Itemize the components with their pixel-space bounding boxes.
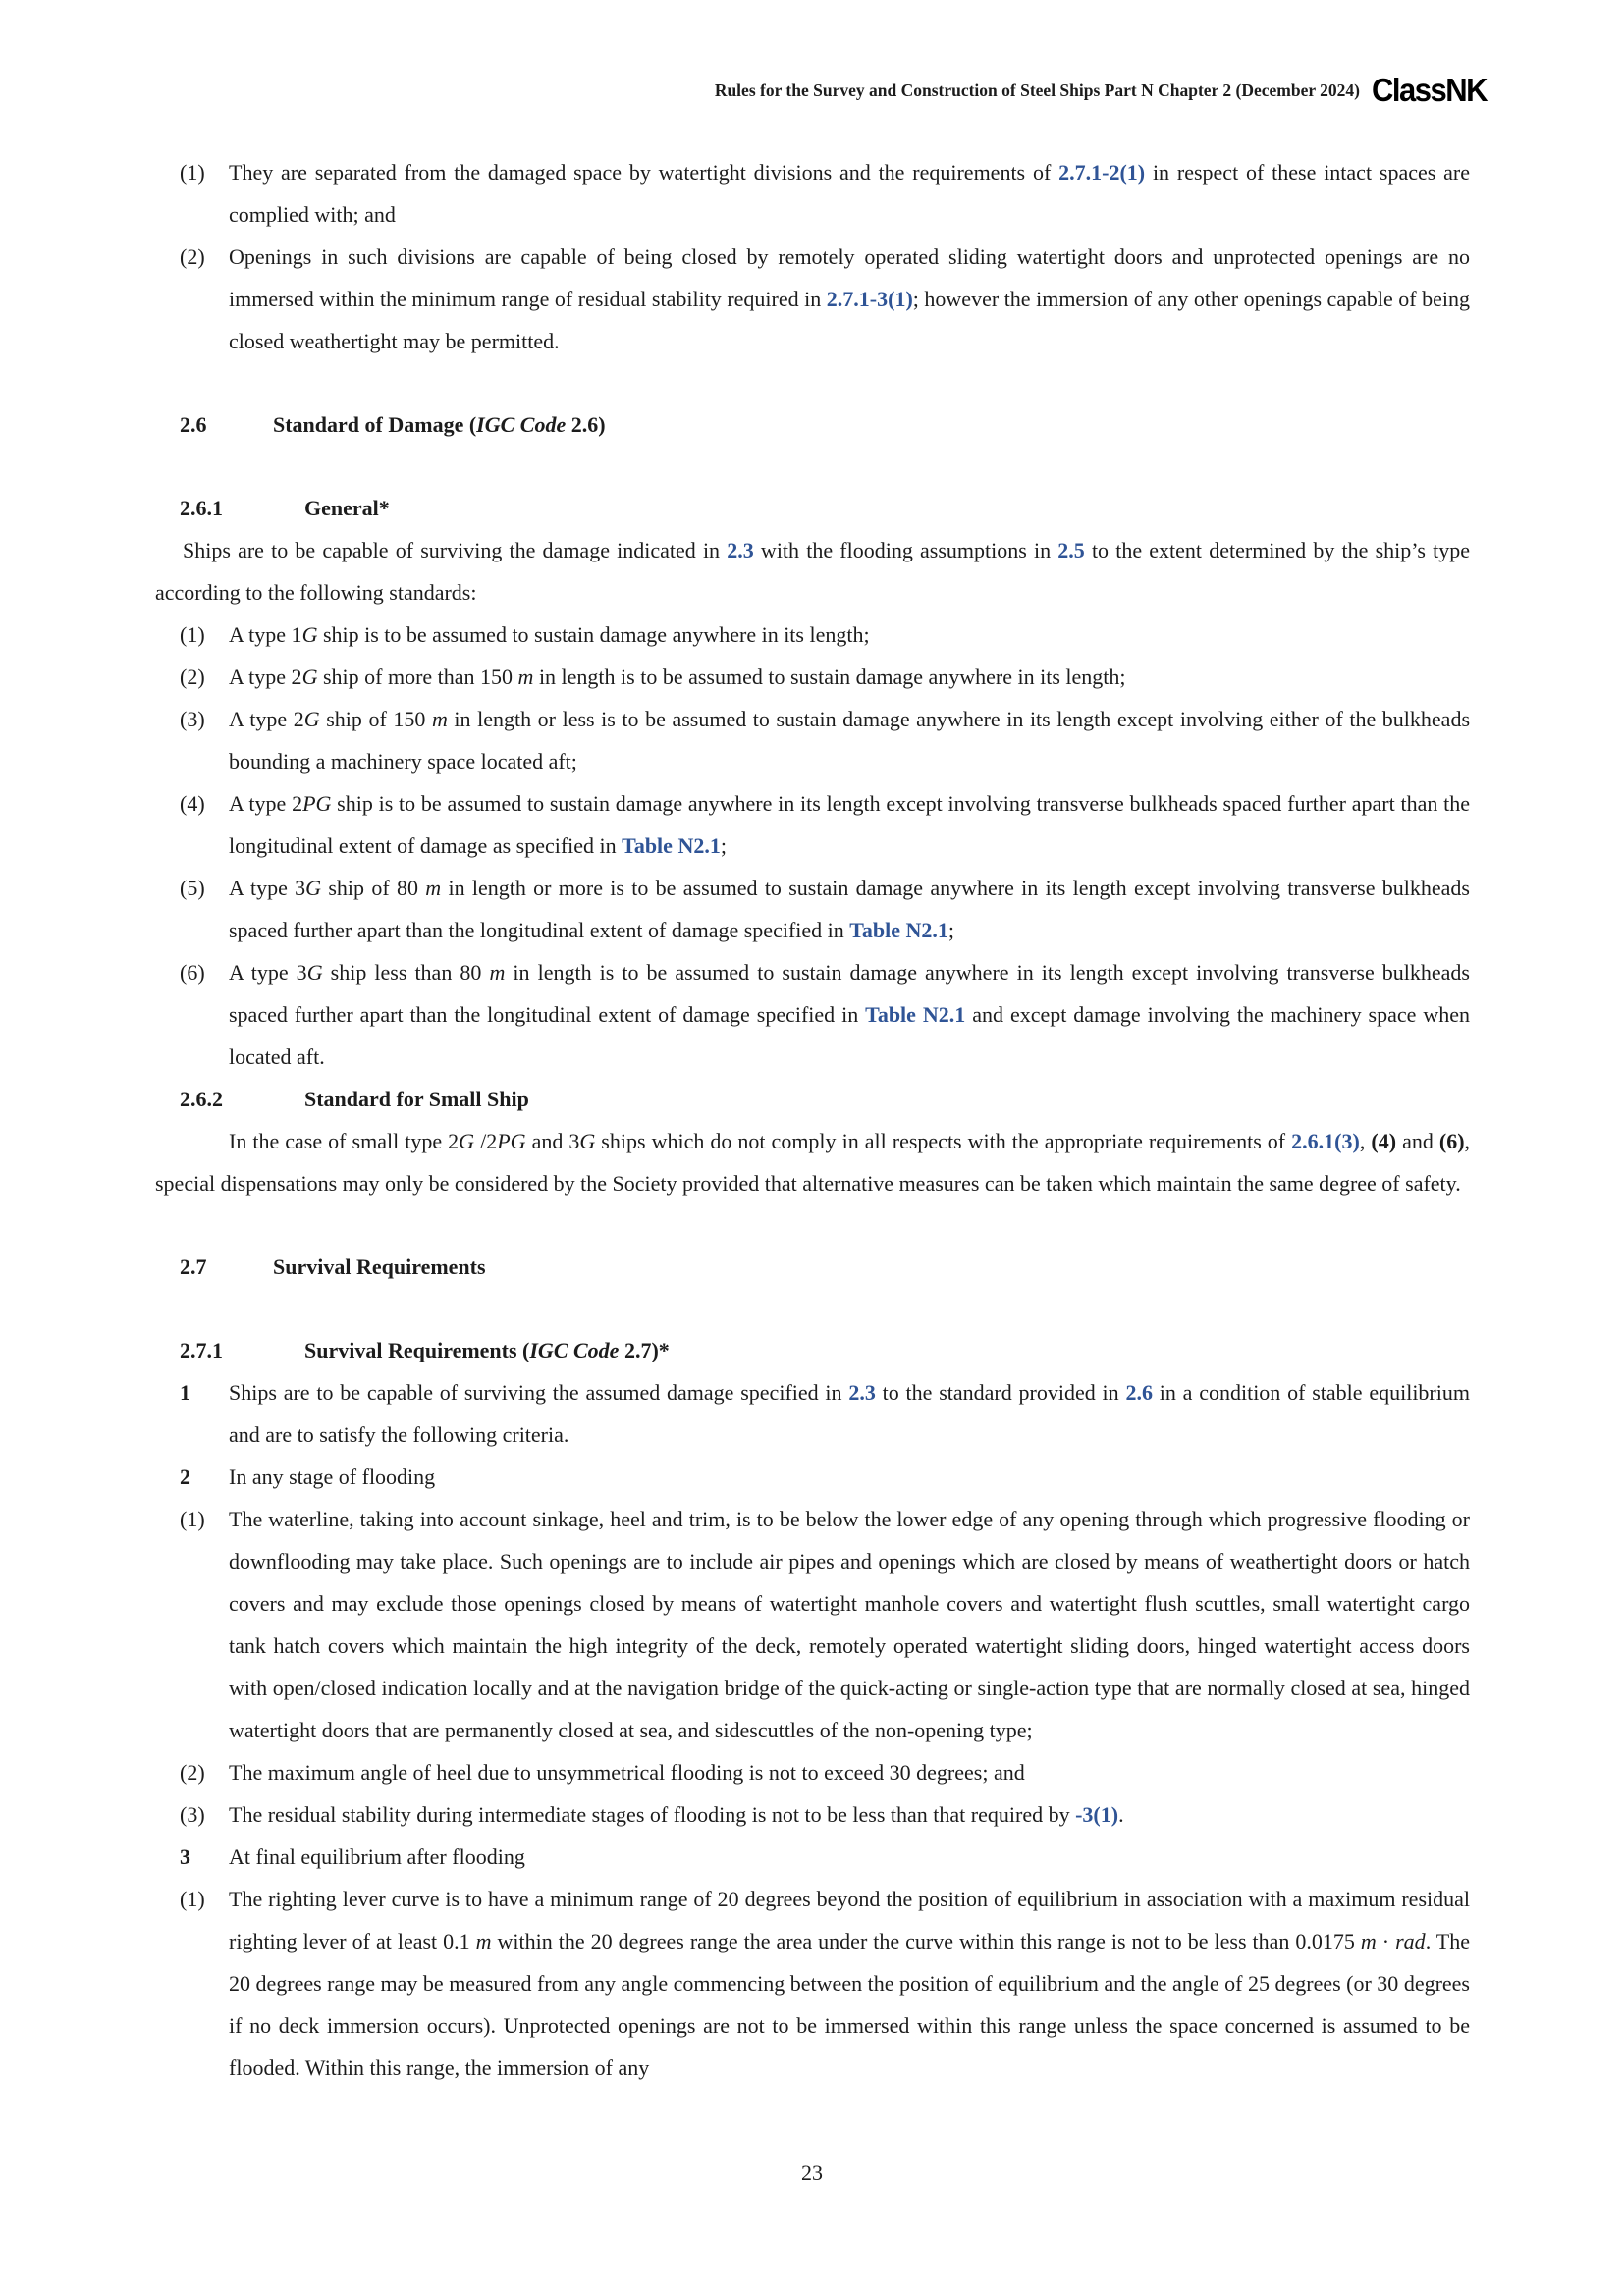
text-run: ship of more than 150 [317,665,518,689]
text-run: (4) [1371,1129,1397,1153]
text-run: The residual stability during intermediate stages of flooding is not to be less than that required by [229,1802,1076,1827]
cross-reference-link[interactable]: 2.6 [1125,1380,1153,1405]
text-run: /2 [474,1129,498,1153]
item-number: (2) [180,244,205,269]
text-run: The righting lever curve is to have a minimum range of 20 degrees beyond the position of equilibrium in association with a maximum residual righting lever of at least 0.1 [229,1887,1470,1953]
paragraph [155,1120,1470,1204]
item-number: 3 [180,1844,190,1869]
text-run: in a condition of stable equilibrium and are to satisfy the following criteria. [229,1380,1470,1447]
text-run: At final equilibrium after flooding [229,1844,525,1869]
text-run: A type 1 [229,622,302,647]
text-run: G [459,1129,475,1153]
list-item [155,614,1470,656]
cross-reference-link[interactable]: 2.3 [727,538,754,562]
text-run: to the extent determined by the ship’s type according to the following standards: [155,538,1470,605]
text-run: . [1118,1802,1124,1827]
text-run: ; [947,918,955,942]
text-run: 2.6) [566,412,606,437]
text-run: m [1360,1929,1377,1953]
section-heading [155,403,1470,446]
list-item [155,698,1470,782]
document-title: Rules for the Survey and Construction of Steel Ships Part N Chapter 2 (December 2024) [714,80,1360,100]
heading-number: 2.7 [180,1255,207,1279]
item-number: (1) [180,1507,205,1531]
text-run: m [431,707,448,731]
text-run: m [489,960,506,985]
list-item [155,951,1470,1078]
item-number: (2) [180,665,205,689]
text-run: in respect of these intact spaces are complied with; and [229,160,1470,227]
text-run: ship is to be assumed to sustain damage anywhere in its length; [317,622,870,647]
header [0,73,1487,108]
text-run: Ships are to be capable of surviving the assumed damage specified in [229,1380,849,1405]
item-number: (2) [180,1760,205,1785]
cross-reference-link[interactable]: 2.6.1(3) [1291,1129,1360,1153]
text-run: ; [720,833,727,858]
list-item [155,1751,1470,1793]
item-number: (3) [180,1802,205,1827]
item-number: (3) [180,707,205,731]
text-run: and [1396,1129,1439,1153]
text-run: and except damage involving the machinery space when located aft. [229,1002,1470,1069]
heading-number: 2.6.1 [180,496,223,520]
text-run: IGC Code [529,1338,620,1362]
text-run: G [301,665,318,689]
subsection-heading [155,1329,1470,1371]
page-number: 23 [801,2161,823,2185]
cross-reference-link[interactable]: -3(1) [1075,1802,1119,1827]
text-run: ship of 80 [321,876,426,900]
paragraph [155,529,1470,614]
item-number: (1) [180,622,205,647]
text-run: . The 20 degrees range may be measured from any angle commencing between the position of equilibrium and the angle of 25 degrees (or 30 degrees if no deck immersion occurs). Unprotected openings are not to be immersed within this range unless the space concerned is assumed to be flooded. Within this range, the immersion of any [229,1929,1470,2080]
subsection-heading [155,487,1470,529]
text-run: G [301,622,318,647]
text-run: with the flooding assumptions in [753,538,1058,562]
text-run: 2.7)* [619,1338,670,1362]
text-run: A type 2 [229,791,303,816]
text-run: A type 3 [229,876,306,900]
text-run: PG [497,1129,526,1153]
text-run: Openings in such divisions are capable of being closed by remotely operated sliding watertight doors and unprotected openings are no immersed within the minimum range of residual stability required in [229,244,1470,311]
text-run: A type 2 [229,665,302,689]
text-run: A type 3 [229,960,307,985]
text-run: (6) [1438,1129,1465,1153]
text-run: within the 20 degrees range the area under the curve within this range is not to be less than 0.0175 [491,1929,1361,1953]
list-item [155,1498,1470,1751]
item-number: (1) [180,160,205,185]
text-run: IGC Code [476,412,567,437]
numbered-paragraph [155,1371,1470,1456]
section-heading [155,1246,1470,1288]
text-run: in length or more is to be assumed to sustain damage anywhere in its length except involving transverse bulkheads spaced further apart than the longitudinal extent of damage specified in [229,876,1470,942]
document-body [155,151,1470,2089]
text-run: ; however the immersion of any other openings capable of being closed weathertight may be permitted. [229,287,1470,353]
text-run: in length or less is to be assumed to sustain damage anywhere in its length except involving either of the bulkheads bounding a machinery space located aft; [229,707,1471,774]
list-item [155,236,1470,362]
list-item [155,151,1470,236]
text-run: In the case of small type 2 [229,1129,460,1153]
page-footer [0,2161,1624,2186]
text-run: to the standard provided in [875,1380,1126,1405]
text-run: The waterline, taking into account sinkage, heel and trim, is to be below the lower edge of any opening through which progressive flooding or downflooding may take place. Such openings are to include air pipes and openings which are closed by means of weathertight doors or hatch covers and may exclude those openings closed by means of watertight manhole covers and watertight flush scuttles, small watertight cargo tank hatch covers which maintain the high integrity of the deck, remotely operated watertight sliding doors, hinged watertight access doors with open/closed indication locally and at the navigation bridge of the quick-acting or single-action type that are normally closed at sea, hinged watertight doors that are permanently closed at sea, and sidescuttles of the non-opening type; [229,1507,1470,1742]
numbered-paragraph [155,1456,1470,1498]
cross-reference-link[interactable]: 2.7.1-3(1) [826,287,913,311]
item-number: 1 [180,1380,190,1405]
list-item [155,1878,1470,2089]
text-run: ships which do not comply in all respects with the appropriate requirements of [595,1129,1292,1153]
text-run: They are separated from the damaged space by watertight divisions and the requirements of [229,160,1059,185]
item-number: (4) [180,791,205,816]
heading-number: 2.6.2 [180,1087,223,1111]
text-run: Survival Requirements ( [304,1338,530,1362]
heading-number: 2.7.1 [180,1338,223,1362]
text-run: rad [1395,1929,1426,1953]
text-run: G [306,960,323,985]
text-run: , [1359,1129,1372,1153]
list-item [155,656,1470,698]
cross-reference-link[interactable]: Table N2.1 [849,918,948,942]
text-run: m [425,876,442,900]
text-run: Survival Requirements [273,1255,486,1279]
text-run: · [1376,1929,1396,1953]
item-number: 2 [180,1465,190,1489]
subsection-heading [155,1078,1470,1120]
item-number: (6) [180,960,205,985]
text-run: , special dispensations may only be considered by the Society provided that alternative measures can be taken which maintain the same degree of safety. [155,1129,1471,1196]
text-run: m [475,1929,492,1953]
text-run: Standard of Damage ( [273,412,477,437]
text-run: Ships are to be capable of surviving the damage indicated in [183,538,728,562]
text-run: ship is to be assumed to sustain damage anywhere in its length except involving transverse bulkheads spaced further apart than the longitudinal extent of damage as specified in [229,791,1470,858]
cross-reference-link[interactable]: 2.3 [848,1380,876,1405]
text-run: and 3 [525,1129,580,1153]
list-item [155,867,1470,951]
text-run: in length is to be assumed to sustain damage anywhere in its length; [533,665,1126,689]
text-run: Standard for Small Ship [304,1087,529,1111]
classnk-logo: ClassNK [1372,71,1487,109]
text-run: in length is to be assumed to sustain damage anywhere in its length except involving transverse bulkheads spaced further apart than the longitudinal extent of damage specified in [229,960,1470,1027]
numbered-paragraph [155,1836,1470,1878]
text-run: The maximum angle of heel due to unsymmetrical flooding is not to exceed 30 degrees; and [229,1760,1025,1785]
text-run: ship of 150 [319,707,432,731]
cross-reference-link[interactable]: 2.7.1-2(1) [1058,160,1146,185]
item-number: (1) [180,1887,205,1911]
text-run: General* [304,496,390,520]
text-run: In any stage of flooding [229,1465,436,1489]
text-run: G [303,707,320,731]
cross-reference-link[interactable]: Table N2.1 [865,1002,966,1027]
heading-number: 2.6 [180,412,207,437]
list-item [155,782,1470,867]
cross-reference-link[interactable]: Table N2.1 [622,833,721,858]
cross-reference-link[interactable]: 2.5 [1057,538,1085,562]
text-run: PG [302,791,332,816]
list-item [155,1793,1470,1836]
item-number: (5) [180,876,205,900]
text-run: A type 2 [229,707,304,731]
text-run: G [579,1129,596,1153]
text-run: ship less than 80 [322,960,490,985]
text-run: m [517,665,534,689]
text-run: G [305,876,322,900]
